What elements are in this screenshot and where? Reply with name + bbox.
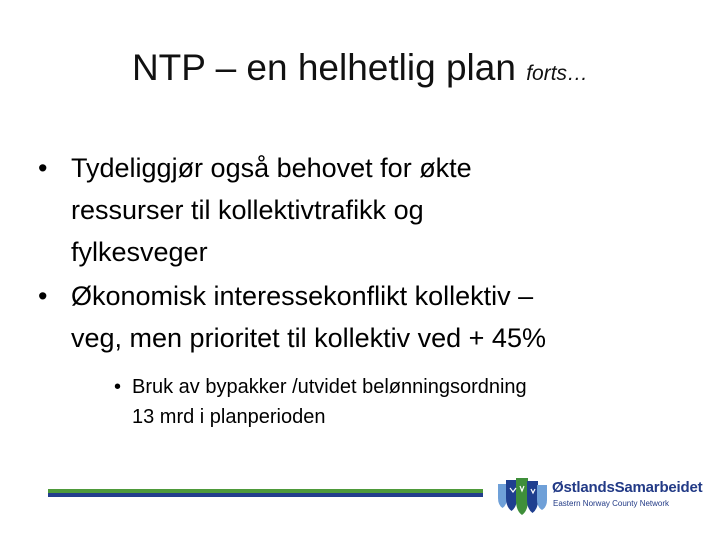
shield-cluster-logo-icon <box>496 476 552 520</box>
bullet-marker: • <box>38 153 48 183</box>
logo-tagline: Eastern Norway County Network <box>553 499 670 508</box>
bullet-text <box>71 147 671 273</box>
bullet-1 <box>38 147 678 277</box>
bullet-line: Tydeliggjør også behovet for økte <box>71 153 472 183</box>
sub-bullet-line: Bruk av bypakker /utvidet belønningsordning <box>132 376 527 398</box>
footer-rule-blue <box>48 493 483 497</box>
sub-bullet-marker: • <box>114 376 122 398</box>
sub-bullet-line: 13 mrd i planperioden <box>132 406 326 428</box>
slide-title <box>0 44 720 98</box>
sub-bullet-text <box>132 372 672 432</box>
bullet-line: veg, men prioritet til kollektiv ved + 45% <box>71 323 546 353</box>
ostlandssamarbeidet-logo <box>496 476 706 520</box>
bullet-line: ressurser til kollektivtrafikk og <box>71 195 424 225</box>
bullet-line: fylkesveger <box>71 237 208 267</box>
bullet-2 <box>38 275 678 365</box>
slide-title-main: NTP – en helhetlig plan <box>131 47 516 88</box>
bullet-marker: • <box>38 281 48 311</box>
logo-name: ØstlandsSamarbeidet <box>552 479 703 496</box>
bullet-line: Økonomisk interessekonflikt kollektiv – <box>71 281 534 311</box>
bullet-text <box>71 275 671 359</box>
slide-title-suffix: forts… <box>526 62 589 85</box>
